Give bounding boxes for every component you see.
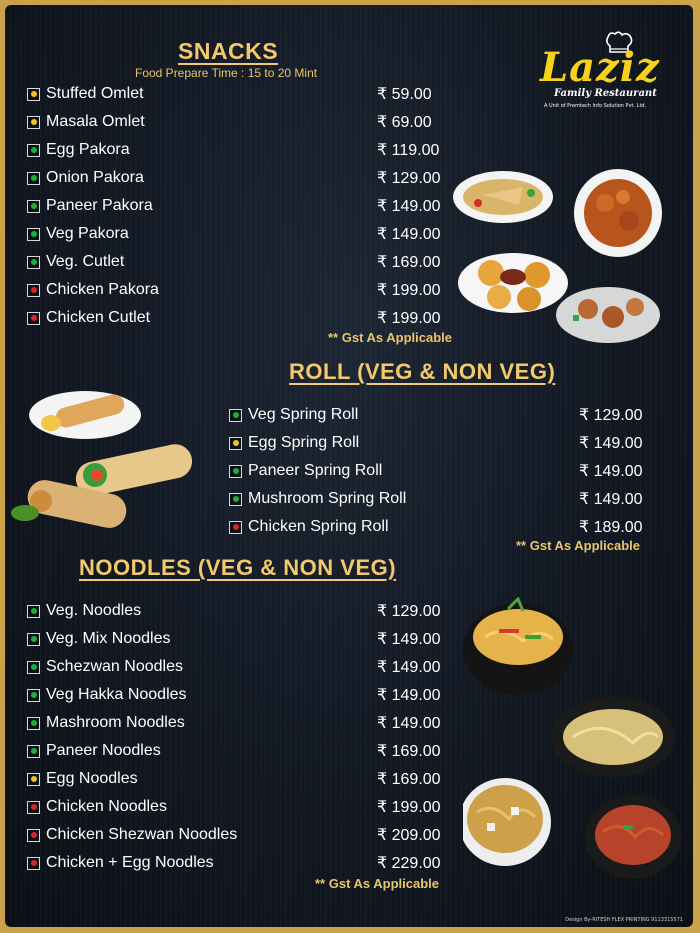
veg-indicator-icon	[27, 661, 40, 674]
roll-title: ROLL (VEG & NON VEG)	[289, 359, 556, 384]
nonveg-indicator-icon	[27, 829, 40, 842]
menu-item-name: Veg Hakka Noodles	[46, 686, 187, 703]
menu-item	[27, 305, 150, 331]
veg-indicator-icon	[27, 200, 40, 213]
menu-item-price: ₹ 149.00	[377, 687, 441, 704]
menu-item	[27, 794, 167, 820]
menu-item	[229, 402, 358, 428]
menu-item-name: Paneer Pakora	[46, 197, 153, 214]
menu-item-price: ₹ 149.00	[579, 463, 643, 480]
menu-item-price: ₹ 149.00	[377, 659, 441, 676]
menu-item	[27, 710, 185, 736]
snacks-title: SNACKS	[178, 38, 279, 64]
nonveg-indicator-icon	[27, 801, 40, 814]
veg-indicator-icon	[229, 465, 242, 478]
menu-board	[5, 5, 693, 927]
brand-tagline: Family Restaurant	[554, 88, 657, 99]
menu-item-name: Mushroom Spring Roll	[248, 490, 407, 507]
menu-item	[27, 81, 144, 107]
menu-item-name: Egg Pakora	[46, 141, 130, 158]
menu-item-name: Egg Spring Roll	[248, 434, 360, 451]
menu-item-price: ₹ 149.00	[579, 435, 643, 452]
menu-item-name: Chicken + Egg Noodles	[46, 854, 214, 871]
menu-item-name: Veg Pakora	[46, 225, 129, 242]
roll-dish-images	[5, 383, 205, 543]
egg-indicator-icon	[27, 773, 40, 786]
nonveg-indicator-icon	[27, 857, 40, 870]
egg-indicator-icon	[27, 116, 40, 129]
menu-item	[27, 822, 237, 848]
menu-item	[27, 109, 145, 135]
menu-item	[27, 249, 124, 275]
menu-item	[27, 277, 159, 303]
nonveg-indicator-icon	[27, 312, 40, 325]
menu-item	[27, 626, 171, 652]
menu-item-price: ₹ 189.00	[579, 519, 643, 536]
menu-item	[229, 486, 406, 512]
menu-item-price: ₹ 169.00	[377, 771, 441, 788]
menu-item	[27, 654, 183, 680]
menu-item-name: Schezwan Noodles	[46, 658, 183, 675]
brand-unit: A Unit of Premtech Info Solution Pvt. Ltd.	[544, 103, 647, 109]
veg-indicator-icon	[27, 172, 40, 185]
menu-item-name: Stuffed Omlet	[46, 85, 144, 102]
menu-item-price: ₹ 69.00	[377, 114, 432, 131]
menu-item-price: ₹ 119.00	[377, 142, 440, 159]
menu-item-name: Veg Spring Roll	[248, 406, 359, 423]
noodles-dish-images	[463, 597, 693, 887]
menu-item-price: ₹ 149.00	[377, 631, 441, 648]
menu-item-price: ₹ 209.00	[377, 827, 441, 844]
menu-item-price: ₹ 169.00	[377, 743, 441, 760]
veg-indicator-icon	[27, 256, 40, 269]
menu-item-price: ₹ 149.00	[579, 491, 643, 508]
menu-item-price: ₹ 59.00	[377, 86, 432, 103]
menu-item-name: Veg. Noodles	[46, 602, 142, 619]
menu-item-price: ₹ 229.00	[377, 855, 441, 872]
nonveg-indicator-icon	[229, 521, 242, 534]
veg-indicator-icon	[27, 745, 40, 758]
menu-item-name: Chicken Noodles	[46, 798, 167, 815]
menu-item	[27, 682, 187, 708]
brand-name: Laziz	[540, 44, 660, 91]
menu-item-price: ₹ 149.00	[377, 715, 441, 732]
veg-indicator-icon	[27, 144, 40, 157]
noodles-gst-note: ** Gst As Applicable	[315, 876, 440, 891]
menu-item-name: Chicken Cutlet	[46, 309, 151, 326]
veg-indicator-icon	[229, 493, 242, 506]
noodles-title: NOODLES (VEG & NON VEG)	[79, 555, 397, 580]
menu-item-name: Masala Omlet	[46, 113, 145, 130]
menu-item	[27, 137, 130, 163]
menu-item	[27, 850, 214, 876]
menu-item	[229, 458, 382, 484]
menu-item-name: Chicken Spring Roll	[248, 518, 389, 535]
menu-item-name: Paneer Noodles	[46, 742, 161, 759]
egg-indicator-icon	[229, 437, 242, 450]
menu-item-price: ₹ 149.00	[377, 226, 441, 243]
menu-item-price: ₹ 149.00	[377, 198, 441, 215]
menu-item-price: ₹ 129.00	[377, 603, 441, 620]
menu-item-name: Egg Noodles	[46, 770, 138, 787]
menu-item	[27, 766, 138, 792]
designer-credit: Design By-RITESH FLEX PRINTING 9113315571	[565, 917, 683, 923]
veg-indicator-icon	[27, 717, 40, 730]
menu-item-name: Veg. Mix Noodles	[46, 630, 171, 647]
snacks-gst-note: ** Gst As Applicable	[328, 330, 453, 345]
menu-item-name: Mashroom Noodles	[46, 714, 185, 731]
veg-indicator-icon	[27, 228, 40, 241]
snacks-dish-images	[453, 165, 663, 345]
menu-item	[27, 193, 153, 219]
nonveg-indicator-icon	[27, 284, 40, 297]
brand-logo	[540, 30, 670, 115]
egg-indicator-icon	[27, 88, 40, 101]
menu-item	[27, 598, 141, 624]
veg-indicator-icon	[27, 689, 40, 702]
snacks-prep-time: Food Prepare Time : 15 to 20 Mint	[135, 66, 318, 80]
menu-item	[27, 165, 144, 191]
veg-indicator-icon	[229, 409, 242, 422]
menu-item-name: Paneer Spring Roll	[248, 462, 383, 479]
veg-indicator-icon	[27, 633, 40, 646]
menu-item	[229, 430, 359, 456]
menu-item	[27, 221, 129, 247]
menu-item	[229, 514, 389, 540]
veg-indicator-icon	[27, 605, 40, 618]
menu-item-name: Veg. Cutlet	[46, 253, 125, 270]
roll-gst-note: ** Gst As Applicable	[516, 538, 641, 553]
menu-item-price: ₹ 199.00	[377, 282, 441, 299]
menu-item-price: ₹ 169.00	[377, 254, 441, 271]
menu-item-name: Onion Pakora	[46, 169, 144, 186]
menu-item-price: ₹ 129.00	[579, 407, 643, 424]
menu-item	[27, 738, 161, 764]
menu-item-name: Chicken Shezwan Noodles	[46, 826, 238, 843]
menu-item-name: Chicken Pakora	[46, 281, 159, 298]
menu-item-price: ₹ 199.00	[377, 799, 441, 816]
menu-item-price: ₹ 129.00	[377, 170, 441, 187]
menu-item-price: ₹ 199.00	[377, 310, 441, 327]
